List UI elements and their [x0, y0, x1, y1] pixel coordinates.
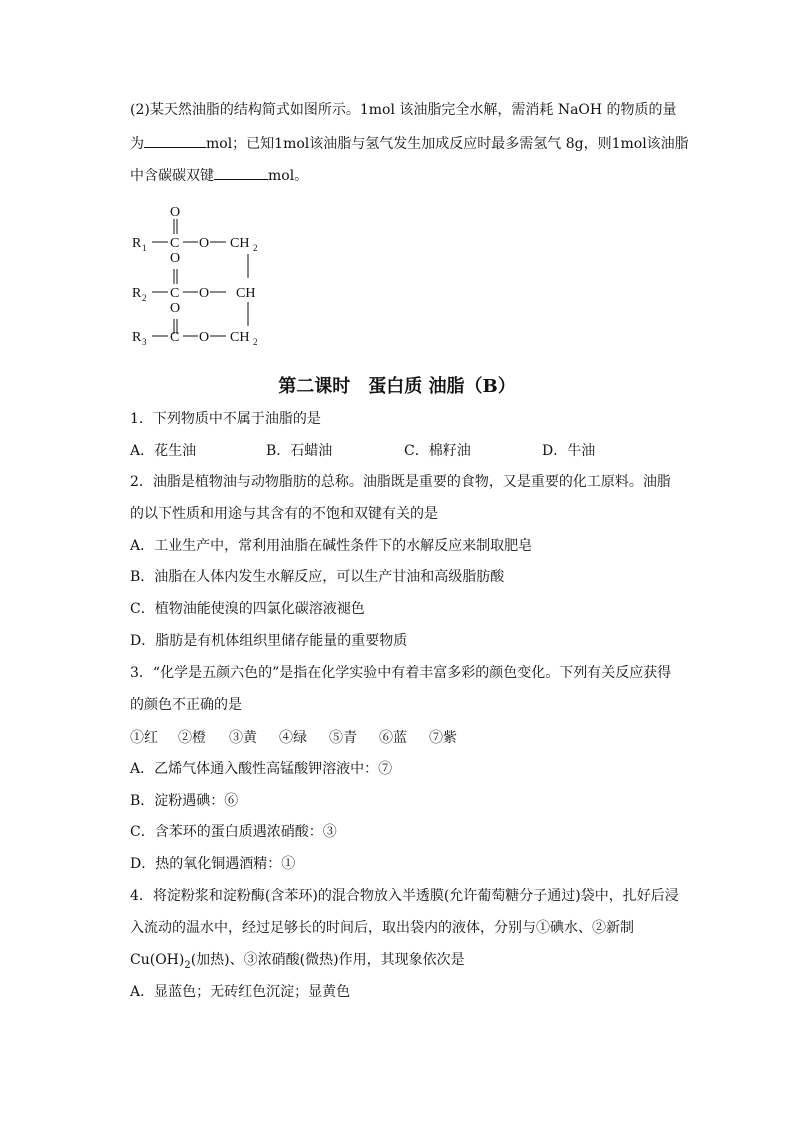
carbonyl-oxygen-1: O — [170, 205, 181, 220]
color-item-orange: ②橙 — [178, 730, 206, 746]
q2b-option-a[interactable]: A．工业生产中，常利用油脂在碱性条件下的水解反应来制取肥皂 — [130, 538, 533, 554]
ch2-bottom-subscript: 2 — [253, 337, 258, 347]
q4-stem-line-3 — [130, 950, 465, 976]
q3-stem-line-1: 3．“化学是五颜六色的”是指在化学实验中有着丰富多彩的颜色变化。下列有关反应获得 — [130, 665, 672, 681]
q1-stem: 1．下列物质中不属于油脂的是 — [130, 411, 321, 427]
q2-line-2-before: 为 — [130, 136, 144, 152]
r2-subscript: 2 — [142, 293, 147, 303]
q1-option-d[interactable]: D．牛油 — [542, 443, 596, 459]
q1-option-c[interactable]: C．棉籽油 — [404, 443, 471, 459]
r3-label: R — [132, 330, 142, 345]
q3-option-d[interactable]: D．热的氧化铜遇酒精：① — [130, 856, 296, 872]
r2-label: R — [132, 286, 142, 301]
r3-subscript: 3 — [142, 337, 147, 347]
q4-option-a[interactable]: A．显蓝色；无砖红色沉淀；显黄色 — [130, 984, 351, 1000]
q4-stem-line-3-rest: (加热)、③浓硝酸(微热)作用，其现象依次是 — [190, 952, 465, 968]
q2b-stem-line-1: 2．油脂是植物油与动物脂肪的总称。油脂既是重要的食物，又是重要的化工原料。油脂 — [130, 474, 671, 490]
color-item-yellow: ③黄 — [229, 730, 257, 746]
q2-line-3-before: 中含碳碳双键 — [130, 168, 214, 184]
q2-line-2-after: mol；已知1mol该油脂与氢气发生加成反应时最多需氢气 8g，则1mol该油脂 — [206, 136, 689, 152]
triglyceride-structure-diagram — [126, 198, 286, 350]
carbonyl-carbon-2: C — [170, 286, 180, 301]
color-item-purple: ⑦紫 — [429, 730, 457, 746]
q2-line-1: (2)某天然油脂的结构简式如图所示。1mol 该油脂完全水解，需消耗 NaOH 的物质的量 — [130, 102, 677, 118]
ester-oxygen-3: O — [199, 330, 210, 345]
q4-cuoh2-subscript: 2 — [184, 959, 191, 971]
q3-option-c[interactable]: C．含苯环的蛋白质遇浓硝酸：③ — [130, 824, 337, 840]
r1-subscript: 1 — [142, 243, 147, 253]
q2b-option-d[interactable]: D．脂肪是有机体组织里储存能量的重要物质 — [130, 633, 408, 649]
q2-line-2 — [130, 133, 689, 154]
q1-option-b[interactable]: B．石蜡油 — [266, 443, 333, 459]
q2-line-3-after: mol。 — [268, 168, 309, 184]
ester-oxygen-1: O — [199, 236, 210, 251]
q1-options — [130, 440, 670, 460]
q2b-stem-line-2: 的以下性质和用途与其含有的不饱和双键有关的是 — [130, 506, 438, 522]
ch2-bottom: CH — [230, 330, 250, 345]
q2b-option-c[interactable]: C．植物油能使溴的四氯化碳溶液褪色 — [130, 601, 365, 617]
q4-cuoh2-formula: Cu(OH) — [130, 952, 185, 968]
q2b-option-b[interactable]: B．油脂在人体内发生水解反应，可以生产甘油和高级脂肪酸 — [130, 569, 505, 585]
ester-oxygen-2: O — [199, 286, 210, 301]
q2-line-3 — [130, 165, 308, 186]
q4-stem-line-2: 入流动的温水中，经过足够长的时间后，取出袋内的液体，分别与①碘水、②新制 — [130, 920, 634, 936]
carbonyl-oxygen-2: O — [170, 251, 181, 266]
q4-stem-line-1: 4．将淀粉浆和淀粉酶(含苯环)的混合物放入半透膜(允许葡萄糖分子通过)袋中，扎好后浸 — [130, 888, 679, 904]
q3-option-a[interactable]: A．乙烯气体通入酸性高锰酸钾溶液中：⑦ — [130, 761, 393, 777]
answer-blank-1[interactable] — [144, 133, 206, 148]
color-item-red: ①红 — [130, 730, 158, 746]
carbonyl-oxygen-3: O — [170, 301, 181, 316]
section-title: 第二课时 蛋白质 油脂（B） — [278, 376, 516, 397]
color-item-green: ④绿 — [279, 730, 307, 746]
ch2-top: CH — [230, 236, 250, 251]
r1-label: R — [132, 236, 142, 251]
answer-blank-2[interactable] — [214, 165, 268, 180]
color-item-cyan: ⑤青 — [329, 730, 357, 746]
q3-stem-line-2: 的颜色不正确的是 — [130, 697, 242, 713]
q3-color-list — [130, 727, 530, 747]
carbonyl-carbon-3: C — [170, 330, 180, 345]
color-item-blue: ⑥蓝 — [379, 730, 407, 746]
q1-option-a[interactable]: A．花生油 — [130, 443, 197, 459]
ch2-top-subscript: 2 — [253, 243, 258, 253]
ch-middle: CH — [236, 286, 256, 301]
q3-option-b[interactable]: B．淀粉遇碘：⑥ — [130, 793, 239, 809]
carbonyl-carbon-1: C — [170, 236, 180, 251]
